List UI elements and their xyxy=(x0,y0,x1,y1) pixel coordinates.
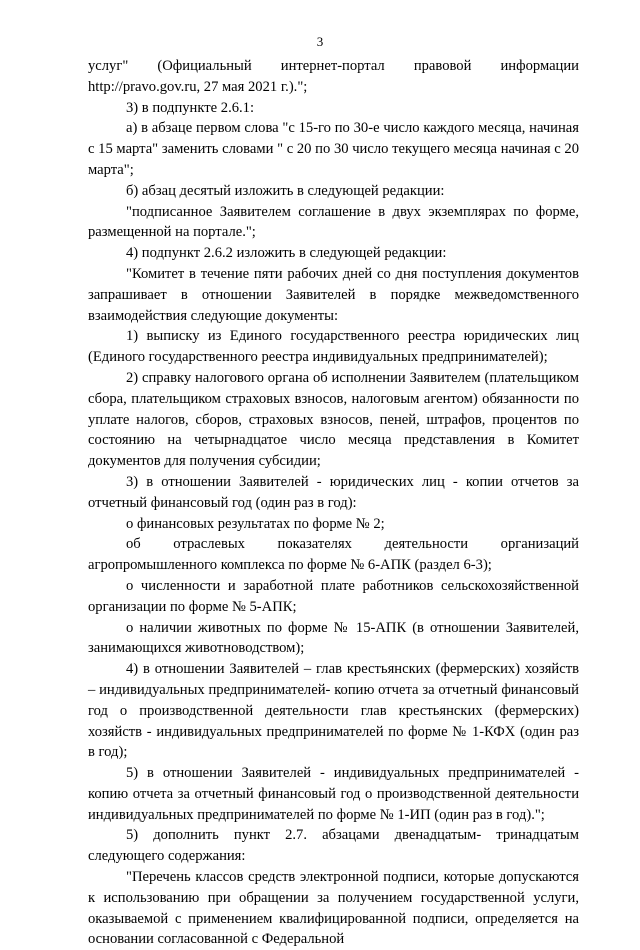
paragraph: "Перечень классов средств электронной подписи, которые допускаются к использованию при обращении за получением государственной услуги, оказываемой с применением квалифицированной подписи, определяется на основании согласованной с Федеральной xyxy=(88,869,579,948)
paragraph: 2) справку налогового органа об исполнении Заявителем (плательщиком сбора, плательщиком страховых взносов, налоговым агентом) обязанности по уплате налогов, сборов, страховых взносов, пеней, штрафов, процентов по состоянию на четырнадцатое число месяца представления в Комитет документов для получения субсидии; xyxy=(88,369,579,470)
paragraph: о численности и заработной плате работников сельскохозяйственной организации по форме № 5-АПК; xyxy=(88,577,579,615)
paragraph: б) абзац десятый изложить в следующей редакции: xyxy=(126,182,445,199)
paragraph: об отраслевых показателях деятельности организаций агропромышленного комплекса по форме № 6-АПК (раздел 6-3); xyxy=(88,536,579,574)
paragraph: о наличии животных по форме № 15-АПК (в отношении Заявителей, занимающихся животноводством); xyxy=(88,619,579,657)
paragraph: 5) дополнить пункт 2.7. абзацами двенадцатым- тринадцатым следующего содержания: xyxy=(88,827,579,865)
paragraph: 1) выписку из Единого государственного реестра юридических лиц (Единого государственного реестра индивидуальных предпринимателей); xyxy=(88,328,579,366)
page-number: 3 xyxy=(316,34,324,49)
paragraph: услуг" (Официальный интернет-портал правовой информации http://pravo.gov.ru, 27 мая 2021 г.)."; xyxy=(88,58,579,95)
paragraph: 5) в отношении Заявителей - индивидуальных предпринимателей - копию отчета за отчетный финансовый год о производственной деятельности индивидуальных предпринимателей по форме № 1-ИП (один раз в год)."; xyxy=(88,765,579,823)
paragraph: 4) подпункт 2.6.2 изложить в следующей редакции: xyxy=(126,245,447,262)
paragraph: 4) в отношении Заявителей – глав крестьянских (фермерских) хозяйств – индивидуальных предпринимателей- копию отчета за отчетный финансовый год о производственной деятельности глав крестьянских (фермерских) хозяйств - индивидуальных предпринимателей по форме № 1-КФХ (один раз в год); xyxy=(88,661,579,761)
paragraph: 3) в отношении Заявителей - юридических лиц - копии отчетов за отчетный финансовый год (один раз в год): xyxy=(88,473,579,511)
document-body xyxy=(88,56,579,950)
paragraph: о финансовых результатах по форме № 2; xyxy=(126,515,385,532)
paragraph: "Комитет в течение пяти рабочих дней со дня поступления документов запрашивает в отношении Заявителей в порядке межведомственного взаимодействия следующие документы: xyxy=(88,265,579,324)
paragraph: а) в абзаце первом слова "с 15-го по 30-е число каждого месяца, начиная с 15 марта" заменить словами " с 20 по 30 число текущего месяца начиная с 20 марта"; xyxy=(88,120,579,178)
paragraph: 3) в подпункте 2.6.1: xyxy=(126,99,255,116)
paragraph: "подписанное Заявителем соглашение в двух экземплярах по форме, размещенной на портале."; xyxy=(88,203,579,241)
